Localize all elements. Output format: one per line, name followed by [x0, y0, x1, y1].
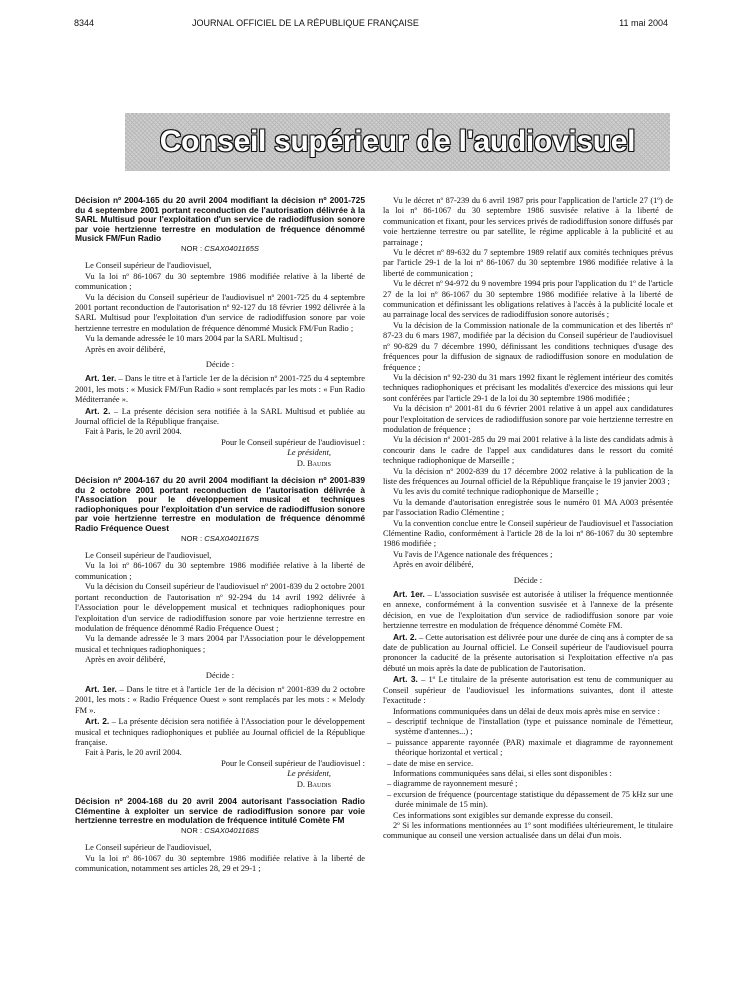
article-1	[75, 373, 365, 405]
paragraph: Vu la décision de la Commission nationale de la communication et des libertés nº 87-23 du 6 mars 1987, modifiée par la décision du Conseil supérieur de l'audiovisuel nº 90-829 du 7 décembre 1990, définissant les conditions techniques d'usage des fréquences pour la diffusion de signaux de radiodiffusion sonore en modulation de fréquence ;	[383, 320, 673, 372]
info-list-delay	[383, 717, 673, 769]
article-label: Art. 1er.	[85, 373, 117, 384]
article-text: – La présente décision sera notifiée à la SARL Multisud et publiée au Journal officiel de la République française.	[75, 406, 365, 427]
paragraph: Vu la loi nº 86-1067 du 30 septembre 1986 modifiée relative à la liberté de communication ;	[75, 561, 365, 581]
paragraph: Vu le décret nº 94-972 du 9 novembre 1994 pris pour l'application du 1º de l'article 27 de la loi nº 86-1067 du 30 septembre 1986 modifiée relative à la liberté de communication et définissant les obligations relatives à l'accès à la publicité locale et au parrainage local des services de radiodiffusion sonore autorisés ;	[383, 279, 673, 320]
signature-role-text: Le président,	[287, 448, 331, 458]
decision-title: Décision nº 2004-168 du 20 avril 2004 autorisant l'association Radio Clémentine à exploiter un service de radiodiffusion sonore par voie hertzienne terrestre en modulation de fréquence intitulé Comète FM	[75, 796, 365, 826]
signature-name: D. Baudis	[296, 458, 331, 468]
article-label: Art. 3.	[393, 674, 418, 685]
done-at: Fait à Paris, le 20 avril 2004.	[85, 427, 182, 437]
list-item: – excursion de fréquence (pourcentage statistique du dépassement de 75 kHz sur une durée minimale de 15 min).	[387, 789, 673, 810]
nor-reference	[75, 244, 365, 254]
nor-code: CSAX0401165S	[204, 243, 259, 253]
paragraph: Vu la décision nº 92-230 du 31 mars 1992 fixant le règlement intérieur des comités techniques radiophoniques et précisant les modalités d'exercice des missions qui leur sont conférées par l'article 29-1 de la loi du 30 septembre 1986 modifiée ;	[383, 372, 673, 403]
decide-heading: Décide :	[205, 670, 235, 680]
paragraph: 2º Si les informations mentionnées au 1º sont modifiées ultérieurement, le titulaire communique au conseil une version actualisée dans un délai d'un mois.	[383, 820, 673, 841]
signature-org: Pour le Conseil supérieur de l'audiovisuel :	[221, 437, 365, 447]
paragraph: Ces informations sont exigibles sur demande expresse du conseil.	[393, 810, 613, 820]
paragraph: Vu la demande adressée le 10 mars 2004 par la SARL Multisud ;	[85, 334, 303, 344]
decide-heading: Décide :	[205, 360, 235, 370]
paragraph: Vu la décision du Conseil supérieur de l'audiovisuel nº 2001-725 du 4 septembre 2001 portant reconduction de l'autorisation nº 92-127 du 18 février 1992 délivrée à la SARL Multisud pour l'exploitation d'un service de radiodiffusion sonore par voie hertzienne terrestre en modulation de fréquence dénommé Musick FM/Fun Radio ;	[75, 292, 365, 333]
article-text: – Dans le titre et à l'article 1er de la décision nº 2001-839 du 2 octobre 2001, les mots : « Radio Fréquence Ouest » sont remplacés par les mots : « Melody FM ».	[75, 684, 365, 715]
article-2	[75, 406, 365, 428]
article-1	[75, 684, 365, 716]
nor-label: NOR :	[181, 825, 205, 835]
nor-code: CSAX0401167S	[204, 533, 259, 543]
article-text: – 1º Le titulaire de la présente autorisation est tenu de communiquer au Conseil supérieur de l'audiovisuel les informations suivantes, dont il atteste l'exactitude :	[383, 675, 673, 706]
list-item: – date de mise en service.	[387, 758, 474, 768]
info-nodelay-heading: Informations communiquées sans délai, si elles sont disponibles :	[393, 768, 612, 778]
article-label: Art. 2.	[393, 631, 417, 642]
paragraph: Après en avoir délibéré,	[85, 344, 166, 354]
article-label: Art. 2.	[85, 716, 110, 727]
article-text: – Dans le titre et à l'article 1er de la décision nº 2001-725 du 4 septembre 2001, les mots : « Musick FM/Fun Radio » sont remplacés par les mots : « Fun Radio Méditerranée ».	[75, 374, 365, 405]
article-text: – Cette autorisation est délivrée pour une durée de cinq ans à compter de sa date de publication au Journal officiel. Le Conseil supérieur de l'audiovisuel pourra prononcer la caducité de la présente autorisation si l'exploitation effective n'a pas débuté un mois après la date de publication de l'autorisation.	[383, 632, 673, 673]
left-column	[75, 196, 365, 874]
article-label: Art. 1er.	[85, 683, 117, 694]
paragraph: Après en avoir délibéré,	[85, 655, 166, 665]
paragraph: Vu l'avis de l'Agence nationale des fréquences ;	[393, 549, 553, 559]
paragraph: Vu la loi nº 86-1067 du 30 septembre 1986 modifiée relative à la liberté de communication ;	[75, 271, 365, 292]
info-list-nodelay	[383, 779, 673, 810]
list-item: – descriptif technique de l'installation (type et puissance nominale de l'émetteur, système d'antennes...) ;	[387, 716, 673, 737]
nor-label: NOR :	[181, 533, 205, 543]
page-number: 8344	[74, 18, 95, 28]
article-1	[383, 589, 673, 632]
section-banner	[125, 113, 670, 171]
paragraph: Le Conseil supérieur de l'audiovisuel,	[85, 261, 212, 271]
signature-org: Pour le Conseil supérieur de l'audiovisuel :	[221, 758, 365, 768]
decision-title: Décision nº 2004-167 du 20 avril 2004 modifiant la décision nº 2001-839 du 2 octobre 2001 portant reconduction de l'autorisation délivrée à l'Association pour le développement musical et techniques radiophoniques pour l'exploitation d'un service de radiodiffusion sonore par voie hertzienne terrestre en modulation de fréquence dénommé Radio Fréquence Ouest	[75, 475, 365, 534]
issue-date: 11 mai 2004	[619, 18, 668, 28]
paragraph: Vu la loi nº 86-1067 du 30 septembre 1986 modifiée relative à la liberté de communication, notamment ses articles 28, 29 et 29-1 ;	[75, 853, 365, 873]
paragraph: Vu le décret nº 89-632 du 7 septembre 1989 relatif aux comités techniques prévus par l'article 29-1 de la loi nº 86-1067 du 30 septembre 1986 modifiée relative à la liberté de communication ;	[383, 248, 673, 278]
signature-role	[75, 448, 365, 458]
article-label: Art. 2.	[85, 405, 111, 416]
signature-name: D. Baudis	[296, 779, 331, 789]
article-2	[383, 632, 673, 675]
decide-heading: Décide :	[513, 575, 543, 585]
right-column	[383, 196, 673, 842]
paragraph: Après en avoir délibéré,	[393, 560, 474, 570]
paragraph: Vu la décision nº 2001-285 du 29 mai 2001 relative à la liste des candidats admis à concourir dans le cadre de l'appel aux candidatures dans le ressort du comité technique radiophonique de Marseille ;	[383, 435, 673, 466]
nor-label: NOR :	[181, 243, 205, 253]
done-at: Fait à Paris, le 20 avril 2004.	[85, 748, 182, 758]
paragraph: Vu la décision du Conseil supérieur de l'audiovisuel nº 2001-839 du 2 octobre 2001 portant reconduction de l'autorisation nº 92-294 du 14 avril 1992 délivrée à l'Association pour le développement musical et techniques radiophoniques pour l'exploitation d'un service de radiodiffusion sonore par voie hertzienne terrestre en modulation de fréquence dénommé Radio Fréquence Ouest ;	[75, 582, 365, 633]
signature-role	[75, 769, 365, 779]
paragraph: Le Conseil supérieur de l'audiovisuel,	[85, 551, 212, 561]
nor-reference	[75, 826, 365, 836]
article-text: – La présente décision sera notifiée à l'Association pour le développement musical et techniques radiophoniques et publiée au Journal officiel de la République française.	[75, 717, 365, 747]
info-delay-heading: Informations communiquées dans un délai de deux mois après mise en service :	[393, 706, 660, 716]
article-2	[75, 716, 365, 748]
list-item: – diagramme de rayonnement mesuré ;	[387, 779, 518, 789]
decision-2004-165	[75, 196, 365, 469]
paragraph: Vu le décret nº 87-239 du 6 avril 1987 pris pour l'application de l'article 27 (1º) de la loi nº 86-1067 du 30 septembre 1986 susvisée relative à la liberté de communication et fixant, pour les services privés de radiodiffusion sonore diffusés par voie hertzienne terrestre ou par satellite, le régime applicable à la publicité et au parrainage ;	[383, 196, 673, 247]
paragraph: Vu la décision nº 2002-839 du 17 décembre 2002 relative à la publication de la liste des fréquences au Journal officiel de la République française le 19 janvier 2003 ;	[383, 466, 673, 486]
nor-code: CSAX0401168S	[204, 825, 259, 835]
decision-title: Décision nº 2004-165 du 20 avril 2004 modifiant la décision nº 2001-725 du 4 septembre 2001 portant reconduction de l'autorisation délivrée à la SARL Multisud pour l'exploitation d'un service de radiodiffusion sonore par voie hertzienne terrestre en modulation de fréquence dénommé Musick FM/Fun Radio	[75, 195, 365, 244]
nor-reference	[75, 534, 365, 544]
paragraph: Vu la demande d'autorisation enregistrée sous le numéro 01 MA A003 présentée par l'association Radio Clémentine ;	[383, 497, 673, 518]
paragraph: Vu la demande adressée le 3 mars 2004 par l'Association pour le développement musical et techniques radiophoniques ;	[75, 634, 365, 654]
paragraph: Vu les avis du comité technique radiophonique de Marseille ;	[393, 487, 599, 497]
page-header	[74, 18, 668, 32]
paragraph: Vu la convention conclue entre le Conseil supérieur de l'audiovisuel et l'association Clémentine Radio, conformément à l'article 28 de la loi nº 86-1067 du 30 septembre 1986 modifiée ;	[383, 518, 673, 549]
decision-2004-168	[75, 797, 365, 874]
banner-title: Conseil supérieur de l'audiovisuel	[159, 124, 636, 158]
article-label: Art. 1er.	[393, 589, 425, 600]
article-3	[383, 674, 673, 706]
decision-2004-167	[75, 476, 365, 790]
paragraph: Le Conseil supérieur de l'audiovisuel,	[85, 843, 212, 853]
signature-role-text: Le président,	[287, 769, 331, 779]
journal-title: JOURNAL OFFICIEL DE LA RÉPUBLIQUE FRANÇAISE	[192, 18, 419, 28]
article-text: – L'association susvisée est autorisée à utiliser la fréquence mentionnée en annexe, conformément à la convention susvisée et à l'annexe de la présente décision, en vue de l'exploitation d'un service de radiodiffusion sonore par voie hertzienne terrestre en modulation de fréquence dénommé Comète FM.	[383, 590, 673, 631]
list-item: – puissance apparente rayonnée (PAR) maximale et diagramme de rayonnement théorique horizontal et vertical ;	[387, 737, 673, 758]
paragraph: Vu la décision nº 2001-81 du 6 février 2001 relative à un appel aux candidatures pour l'exploitation de services de radiodiffusion sonore par voie hertzienne terrestre en modulation de fréquence ;	[383, 404, 673, 434]
